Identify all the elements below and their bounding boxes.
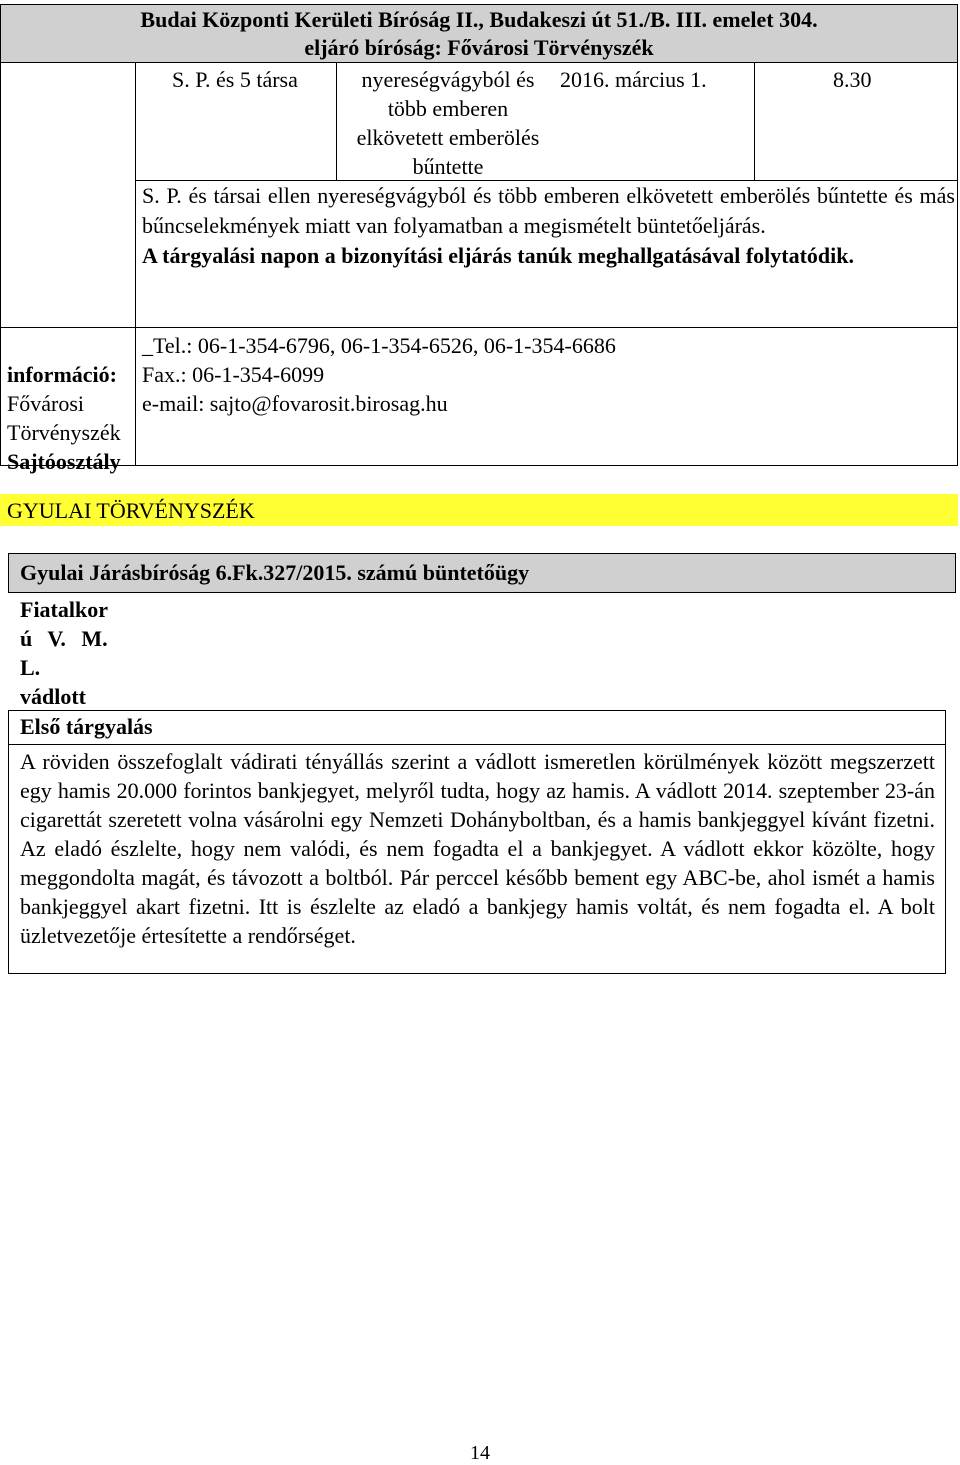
case-time: 8.30 [833, 67, 872, 92]
info-org-3: Sajtóosztály [7, 449, 121, 474]
defendant-block [20, 595, 140, 711]
column-divider [336, 62, 337, 180]
defendant-line: vádlott [20, 684, 86, 709]
hearing-type: Első tárgyalás [20, 714, 153, 739]
proceeding-court: eljáró bíróság: Fővárosi Törvényszék [304, 35, 654, 60]
info-block [7, 360, 121, 476]
hearing-text: A röviden összefoglalt vádirati tényállás szerint a vádlott ismeretlen körülmények között megszerzett egy hamis 20.000 forintos bankjegyet, melyről tudta, hogy az hamis. A vádlott 2014. szeptember 23-án cigarettát szeretett volna vásárolni egy Nemzeti Dohányboltban, és a hamis bankjeggyel kívánt fizetni. Az eladó észlelte, hogy nem valódi, és nem fogadta el a bankjegyet. A vádlott ekkor közölte, hogy meggondolta magát, és távozott a boltból. Pár perccel később bement egy ABC-be, ahol ismét a hamis bankjeggyel akart fizetni. Itt is észlelte az eladó a bankjegy hamis voltát, és nem fogadta el. A bolt üzletvezetője értesítette a rendőrséget. [20, 749, 935, 948]
section-bar [0, 494, 958, 526]
description-bold: A tárgyalási napon a bizonyítási eljárás tanúk meghallgatásával folytatódik. [142, 243, 855, 268]
court-name: Budai Központi Kerületi Bíróság II., Budakeszi út 51./B. III. emelet 304. [140, 7, 818, 32]
info-org-2: Törvényszék [7, 420, 121, 445]
contact-fax: Fax.: 06-1-354-6099 [142, 362, 325, 387]
case-description [142, 181, 955, 271]
defendant-line: ú V. M. [20, 626, 108, 651]
case-charge: nyereségvágyból és több emberen elkövetett emberölés bűntette [356, 67, 540, 179]
case-header-text: Gyulai Járásbíróság 6.Fk.327/2015. számú büntetőügy [20, 560, 530, 585]
hearing-divider [9, 744, 945, 745]
defendant-line: Fiatalkor [20, 597, 108, 622]
contact-block [142, 331, 616, 418]
section-title: GYULAI TÖRVÉNYSZÉK [7, 498, 255, 523]
info-org-1: Fővárosi [7, 391, 84, 416]
row-divider [1, 327, 957, 328]
hearing-box [8, 710, 946, 974]
column-divider [754, 62, 755, 180]
case-defendant: S. P. és 5 társa [172, 67, 298, 92]
contact-tel: _Tel.: 06-1-354-6796, 06-1-354-6526, 06-1-354-6686 [142, 333, 616, 358]
court-listing-table [0, 4, 958, 474]
info-label: információ: [7, 362, 117, 387]
description-text: S. P. és társai ellen nyereségvágyból és több emberen elkövetett emberölés bűntette és más bűncselekmények miatt van folyamatban a megismételt büntetőeljárás. [142, 183, 955, 238]
case-header [8, 553, 956, 593]
page-number: 14 [470, 1442, 490, 1464]
defendant-line: L. [20, 655, 41, 680]
contact-email[interactable]: e-mail: sajto@fovarosit.birosag.hu [142, 391, 448, 416]
case-date: 2016. március 1. [560, 67, 707, 92]
court-header [1, 5, 957, 63]
